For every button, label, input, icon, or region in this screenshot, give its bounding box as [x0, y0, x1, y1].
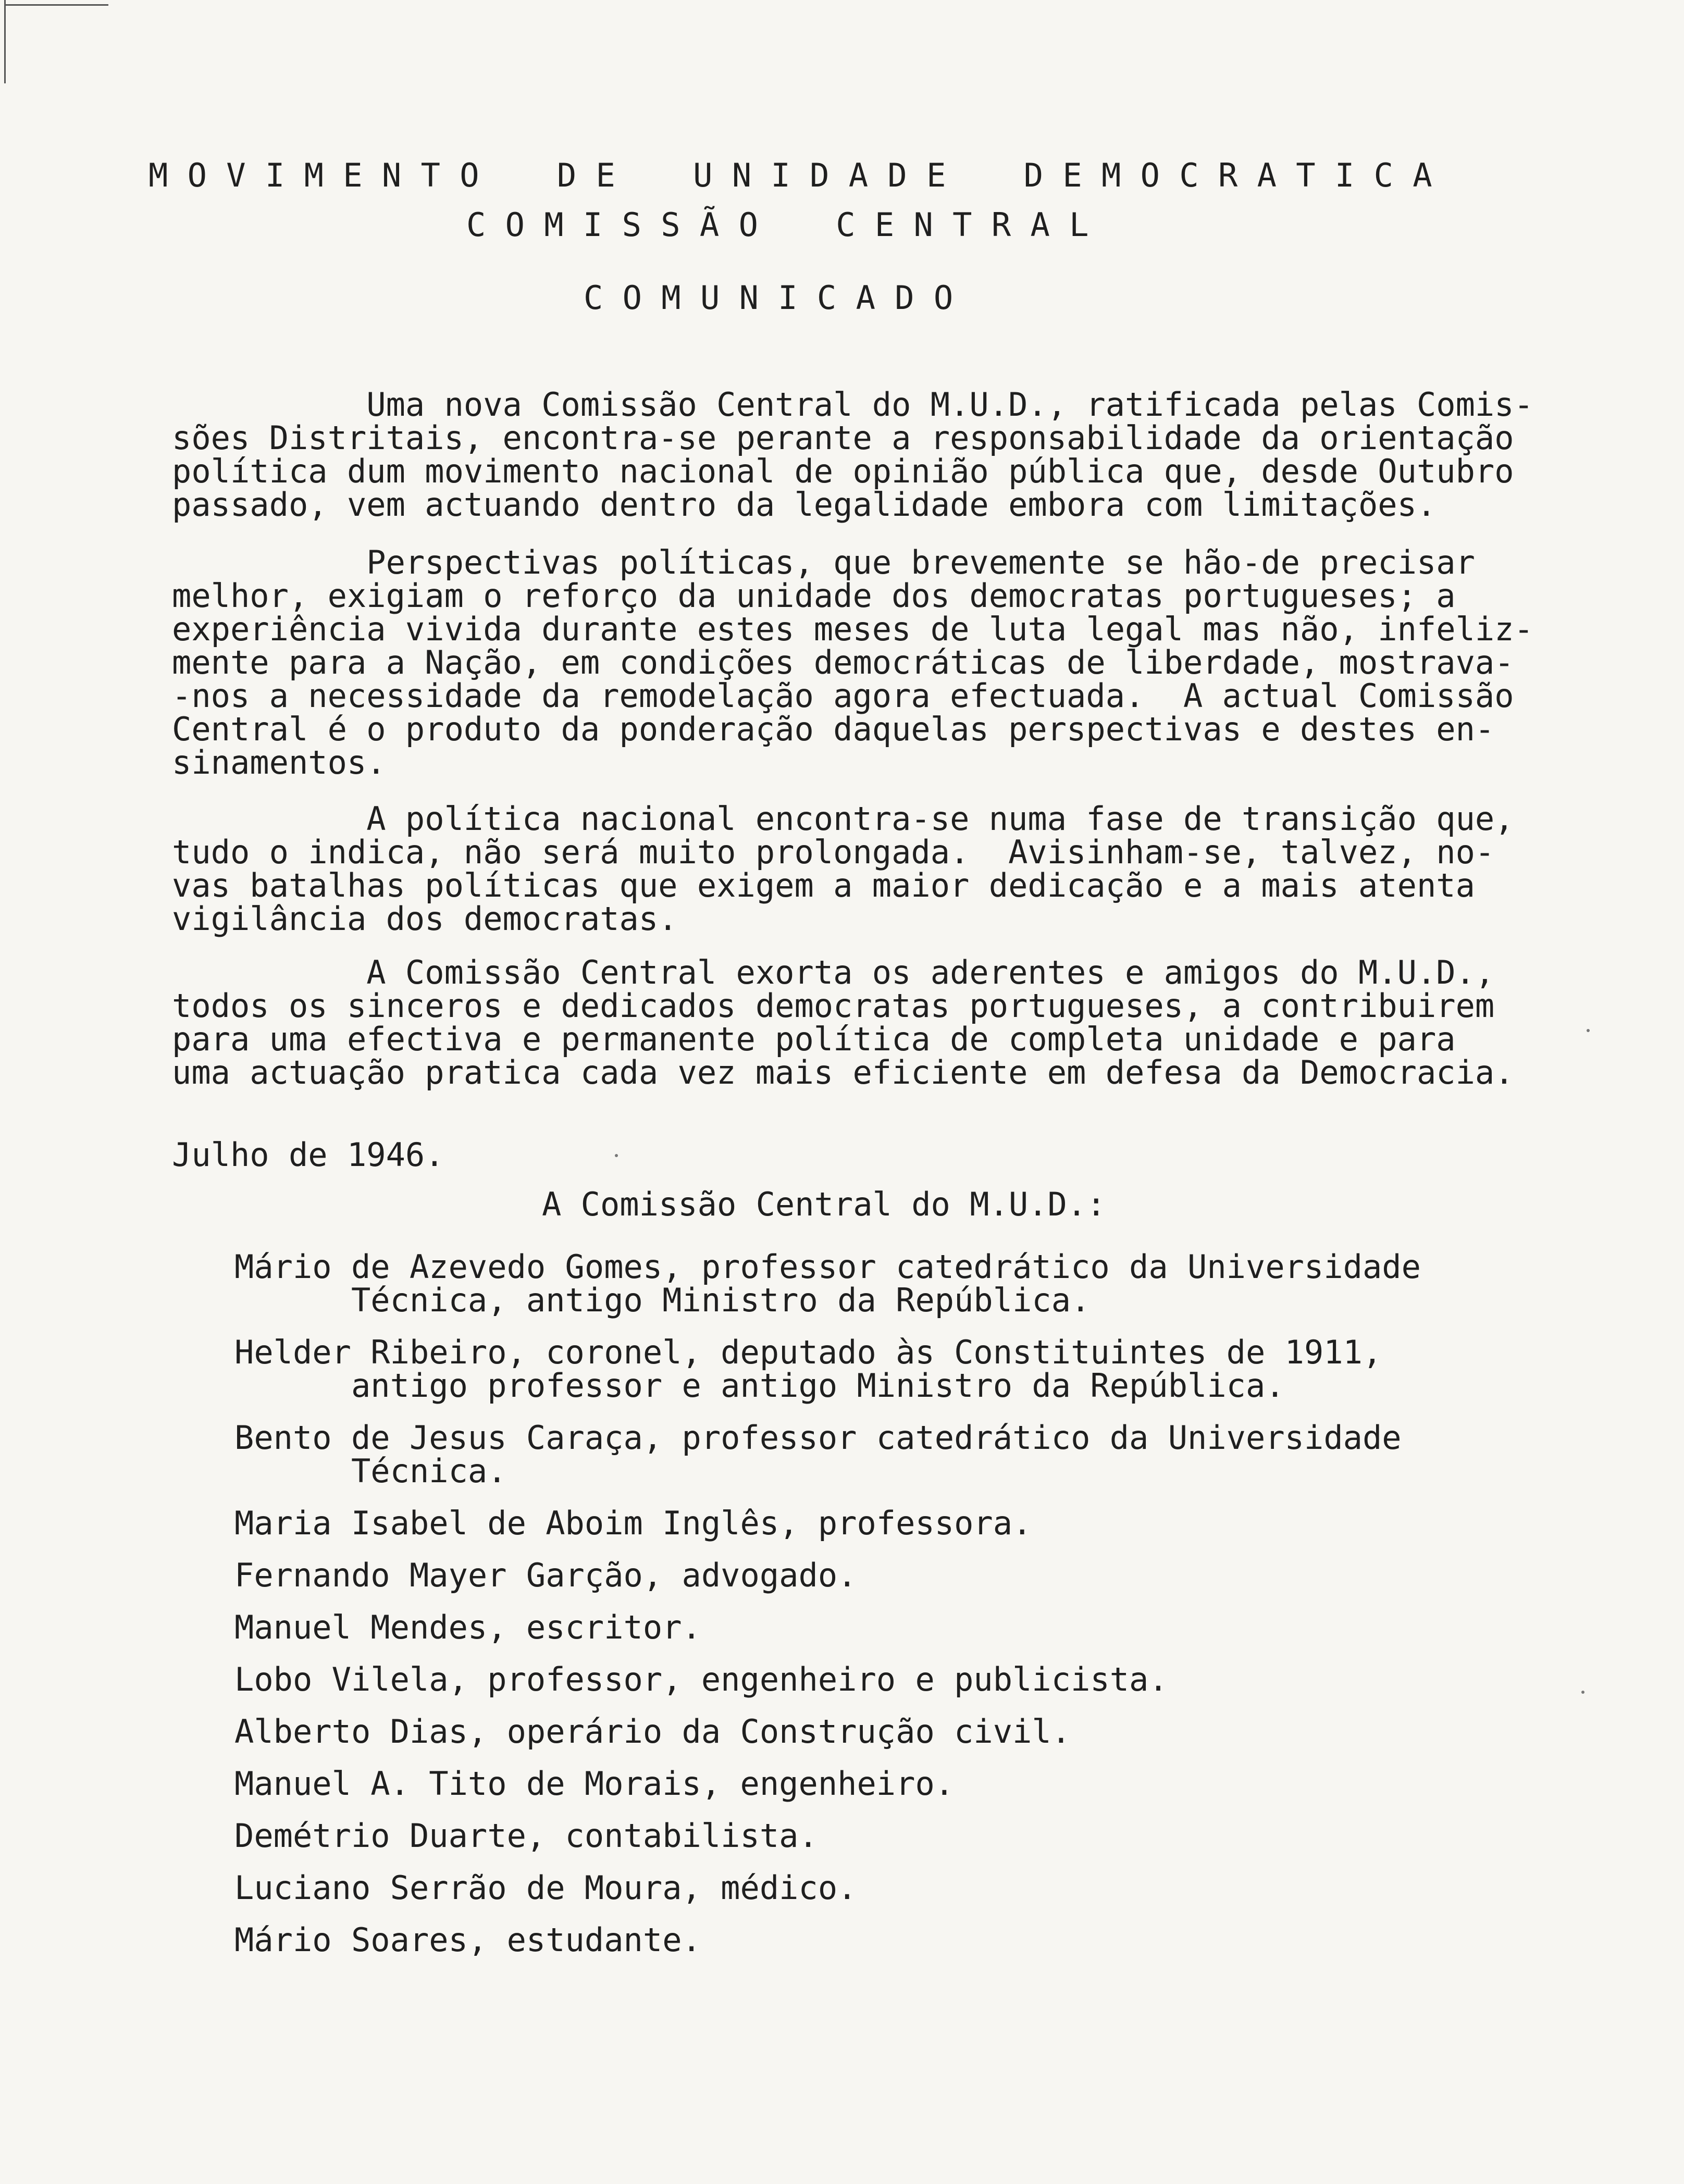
movement-title: M O V I M E N T O D E U N I D A D E D E M O C R A T I C A	[148, 156, 1432, 194]
paper-speck	[615, 1154, 618, 1157]
signoff-line: A Comissão Central do M.U.D.:	[542, 1185, 1106, 1223]
page-edge-mark	[4, 0, 6, 83]
member-entry: Luciano Serrão de Moura, médico.	[234, 1869, 857, 1907]
document-date: Julho de 1946.	[172, 1136, 444, 1174]
member-entry: Lobo Vilela, professor, engenheiro e publicista.	[234, 1660, 1168, 1698]
member-entry: Maria Isabel de Aboim Inglês, professora.	[234, 1504, 1032, 1542]
member-entry: Fernando Mayer Garção, advogado.	[234, 1556, 857, 1594]
paragraph: A política nacional encontra-se numa fase de transição que, tudo o indica, não será muito prolongada. Avisinham-se, talvez, no- vas batalhas políticas que exigem a maior dedicação e a mais atenta vigilância dos democratas.	[172, 800, 1514, 938]
member-list	[234, 1250, 1615, 1957]
member-entry: Manuel A. Tito de Morais, engenheiro.	[234, 1765, 955, 1803]
member-entry: Mário de Azevedo Gomes, professor catedrático da Universidade Técnica, antigo Ministro da República.	[234, 1248, 1421, 1319]
paragraph: Perspectivas políticas, que brevemente se hão-de precisar melhor, exigiam o reforço da unidade dos democratas portugueses; a experiência vivida durante estes meses de luta legal mas não, infeliz- mente para a Nação, em condições democráticas de liberdade, mostrava- -nos a necessidade da remodelação agora efectuada. A actual Comissão Central é o produto da ponderação daquelas perspectivas e destes en- sinamentos.	[172, 543, 1533, 781]
member-entry: Demétrio Duarte, contabilista.	[234, 1817, 818, 1855]
paragraph: Uma nova Comissão Central do M.U.D., ratificada pelas Comis- sões Distritais, encontra-se perante a responsabilidade da orientação política dum movimento nacional de opinião pública que, desde Outubro passado, vem actuando dentro da legalidade embora com limitações.	[172, 386, 1533, 524]
member-entry: Alberto Dias, operário da Construção civil.	[234, 1713, 1071, 1751]
page-edge-mark	[4, 4, 108, 6]
paragraph: A Comissão Central exorta os aderentes e amigos do M.U.D., todos os sinceros e dedicados democratas portugueses, a contribuirem para uma efectiva e permanente política de completa unidade e para uma actuação pratica cada vez mais eficiente em defesa da Democracia.	[172, 953, 1514, 1091]
paper-speck	[1581, 1691, 1584, 1694]
communique-title: C O M U N I C A D O	[584, 279, 954, 317]
member-entry: Manuel Mendes, escritor.	[234, 1608, 701, 1646]
member-entry: Bento de Jesus Caraça, professor catedrático da Universidade Técnica.	[234, 1419, 1402, 1490]
member-entry: Mário Soares, estudante.	[234, 1921, 701, 1959]
paper-speck	[1587, 1029, 1590, 1032]
member-entry: Helder Ribeiro, coronel, deputado às Constituintes de 1911, antigo professor e antigo Ministro da República.	[234, 1333, 1382, 1405]
commission-title: C O M I S S Ã O C E N T R A L	[466, 206, 1089, 244]
